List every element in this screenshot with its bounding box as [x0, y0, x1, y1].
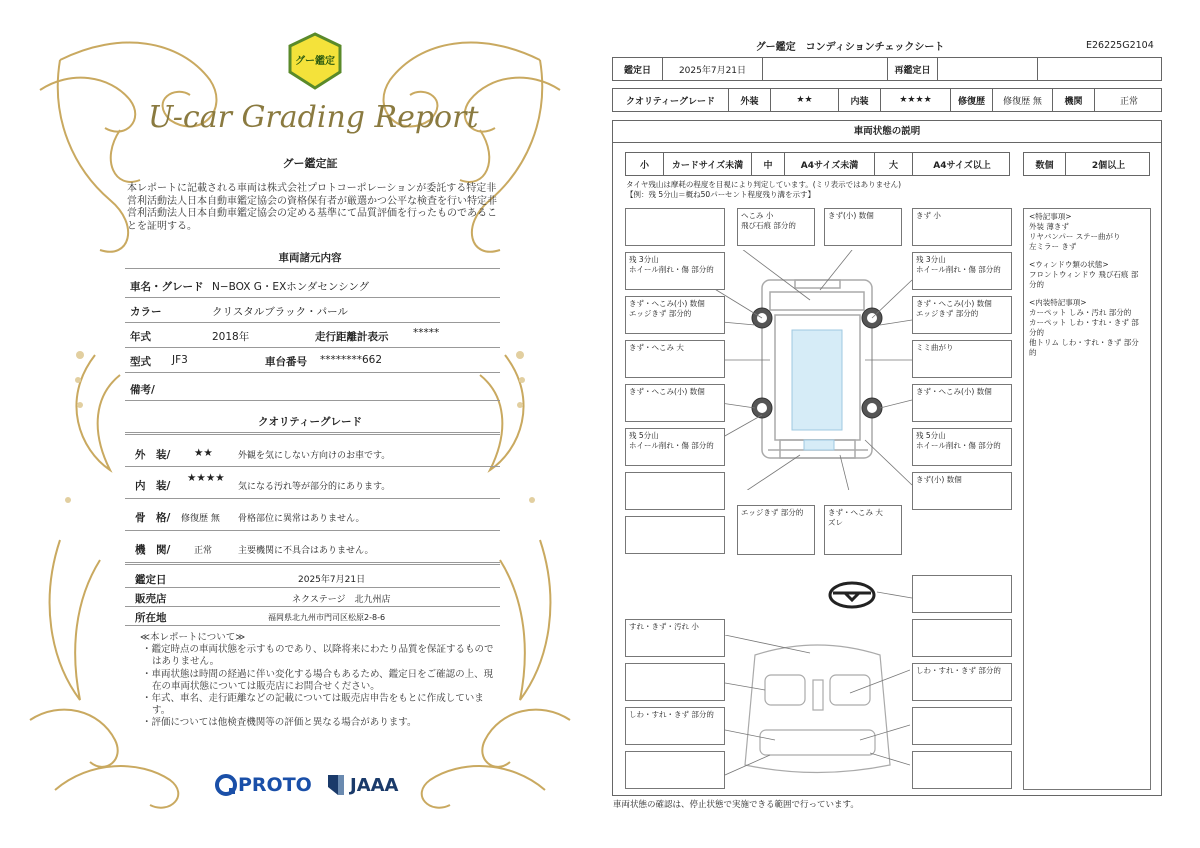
grade-row: クオリティーグレード 外装 ★★ 内装 ★★★★ 修復歴 修復歴 無 機関 正常 [612, 88, 1162, 112]
condition-box-front-center-left: へこみ 小 飛び石痕 部分的 [737, 208, 815, 246]
address-label: 所在地 [135, 612, 167, 624]
proto-mark-icon [215, 774, 237, 796]
steering-wheel-icon [827, 580, 877, 610]
name-value: N−BOX G・EXホンダセンシング [212, 281, 370, 293]
condition-box-dashboard: すれ・きず・汚れ 小 [625, 619, 725, 657]
special-notes-panel: <特記事項> 外装 薄きず リヤバンパー ステー曲がり 左ミラー きず <ウィンドウ類の状態> フロントウィンドウ 飛び石痕 部分的 <内装特記事項> カーペット しみ・汚れ 部分的 カーペット しわ・すれ・きず 部分的 他トリム しわ・すれ・きず 部分的 [1023, 208, 1151, 790]
condition-box-floor-right [912, 751, 1012, 789]
quality-header: クオリティーグレード [258, 416, 362, 428]
model-label: 型式 [130, 356, 151, 368]
condition-box-tire-front-right: 残 3分山 ホイール削れ・傷 部分的 [912, 252, 1012, 290]
condition-box-left-door: きず・へこみ 大 [625, 340, 725, 378]
note-1: ・鑑定時点の車両状態を示すものであり、以降将来にわたり品質を保証するものではありません。 [142, 644, 494, 668]
condition-box-right-fender: きず・へこみ(小) 数個 エッジきず 部分的 [912, 296, 1012, 334]
sheet-footer: 車両状態の確認は、停止状態で実施できる範囲で行っています。 [613, 800, 859, 810]
date-value: 2025年7月21日 [298, 575, 366, 585]
exterior-stars: ★★ [194, 447, 213, 459]
condition-box-interior-right-top [912, 619, 1012, 657]
mileage-label: 走行距離計表示 [315, 331, 389, 343]
remarks-label: 備考/ [130, 384, 155, 396]
size-legend: 小 カードサイズ未満 中 A4サイズ未満 大 A4サイズ以上 [625, 152, 1010, 176]
condition-box-right-rear-door: きず・へこみ(小) 数個 [912, 384, 1012, 422]
mileage-value: ***** [413, 327, 440, 339]
year-label: 年式 [130, 331, 151, 343]
jaaa-mark-icon [326, 773, 346, 797]
frame-desc: 骨格部位に異常はありません。 [238, 514, 365, 524]
condition-box-bottom-left [625, 516, 725, 554]
proto-logo: PROTO [215, 772, 312, 798]
model-value: JF3 [172, 354, 188, 366]
condition-box-left-fender: きず・へこみ(小) 数個 エッジきず 部分的 [625, 296, 725, 334]
section-title: 車両状態の説明 [613, 121, 1161, 143]
year-value: 2018年 [212, 331, 250, 343]
condition-box-tire-rear-left: 残 5分山 ホイール削れ・傷 部分的 [625, 428, 725, 466]
jaaa-logo: JAAA [326, 772, 399, 798]
window-title: <ウィンドウ類の状態> [1029, 260, 1109, 269]
condition-box-steering [912, 575, 1012, 613]
exterior-desc: 外観を気にしない方向けのお車です。 [238, 451, 391, 461]
condition-box-front-right: きず 小 [912, 208, 1012, 246]
shop-label: 販売店 [135, 593, 167, 605]
condition-box-left-rear-door: きず・へこみ(小) 数個 [625, 384, 725, 422]
condition-box-floor-left [625, 751, 725, 789]
tire-note-1: タイヤ残山は摩耗の程度を目視により判定しています。(ミリ表示ではありません) [626, 180, 902, 189]
color-value: クリスタルブラック・パール [212, 306, 348, 318]
shop-value: ネクステージ 北九州店 [292, 595, 391, 605]
date-label: 鑑定日 [135, 574, 167, 586]
note-2: ・車両状態は時間の経過に伴い変化する場合もあるため、鑑定日をご確認の上、現在の車両状態については販売店にお問合せください。 [142, 668, 494, 692]
frame-label: 骨 格/ [135, 512, 171, 524]
chassis-value: ********662 [320, 354, 383, 366]
note-3: ・年式、車名、走行距離などの記載については販売店申告をもとに作成しています。 [142, 693, 484, 717]
name-label: 車名・グレード [130, 281, 204, 293]
engine-label: 機 関/ [135, 544, 171, 556]
sheet-title: グー鑑定 コンディションチェックシート [755, 42, 945, 53]
count-legend: 数個 2個以上 [1023, 152, 1150, 176]
condition-box-rear-seat-left: しわ・すれ・きず 部分的 [625, 707, 725, 745]
condition-box-rear-bumper-right: きず・へこみ 大 ズレ [824, 505, 902, 555]
condition-box-tire-rear-right: 残 5分山 ホイール削れ・傷 部分的 [912, 428, 1012, 466]
exterior-label: 外 装/ [135, 449, 171, 461]
condition-box-rear-right: きず(小) 数個 [912, 472, 1012, 510]
interior-desc: 気になる汚れ等が部分的にあります。 [238, 482, 391, 492]
condition-box-front-left [625, 208, 725, 246]
color-label: カラー [130, 306, 162, 318]
condition-box-front-center-right: きず(小) 数個 [824, 208, 902, 246]
engine-desc: 主要機関に不具合はありません。 [238, 546, 374, 556]
condition-box-front-seat-right: しわ・すれ・きず 部分的 [912, 663, 1012, 701]
notes-title: ≪本レポートについて≫ [140, 632, 246, 643]
special-title: <特記事項> [1029, 212, 1072, 221]
spec-header: 車両諸元内容 [278, 252, 342, 264]
frame-value: 修復歴 無 [181, 514, 220, 524]
document-id: E26225G2104 [1086, 40, 1154, 51]
interior-notes-title: <内装特記事項> [1029, 298, 1087, 307]
condition-box-right-door: ミミ曲がり [912, 340, 1012, 378]
condition-box-rear-seat-right [912, 707, 1012, 745]
script-title: U-car Grading Report [148, 100, 479, 135]
address-value: 福岡県北九州市門司区松原2-8-6 [268, 613, 386, 622]
date-row: 鑑定日 2025年7月21日 再鑑定日 [612, 57, 1162, 81]
certificate-subtitle: グー鑑定証 [282, 157, 338, 170]
report-notes [140, 632, 500, 730]
note-4: ・評価については他検査機関等の評価と異なる場合があります。 [142, 717, 417, 729]
condition-box-front-seat-left [625, 663, 725, 701]
interior-label: 内 装/ [135, 480, 171, 492]
condition-box-tire-front-left: 残 3分山 ホイール削れ・傷 部分的 [625, 252, 725, 290]
goo-badge: グー鑑定 [288, 32, 342, 90]
condition-box-rear-bumper-left: エッジきず 部分的 [737, 505, 815, 555]
tire-note-2: 【例：残 5分山＝概ね50パーセント程度残り溝を示す】 [626, 190, 816, 199]
interior-diagram [725, 635, 910, 785]
interior-stars: ★★★★ [187, 472, 225, 484]
condition-box-rear-left [625, 472, 725, 510]
certificate-intro: 本レポートに記載される車両は株式会社プロトコーポレーションが委託する特定非営利活動法人日本自動車鑑定協会の資格保有者が厳選かつ公平な検査を行い特定非営利活動法人日本自動車鑑定協会の定める基準にて品質評価を行ったものであることを証明する。 [127, 183, 497, 232]
chassis-label: 車台番号 [265, 356, 307, 368]
engine-value: 正常 [194, 546, 213, 556]
